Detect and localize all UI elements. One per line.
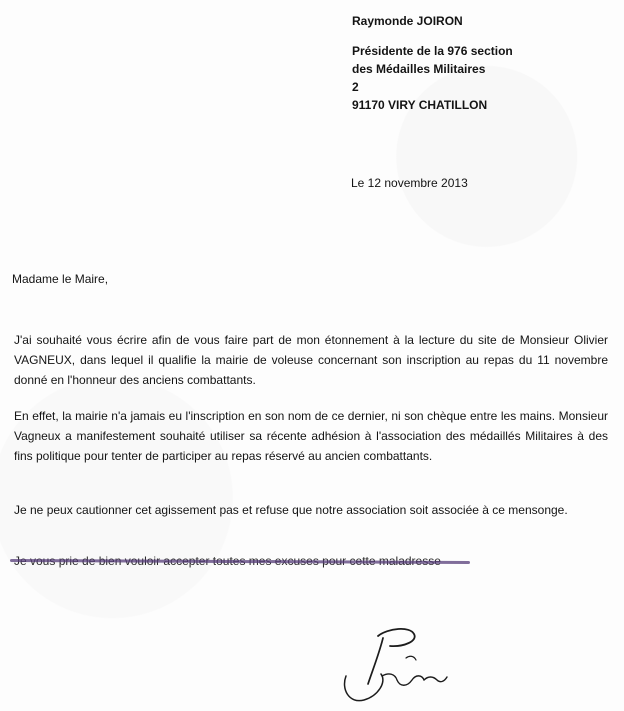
- paragraph-1: J'ai souhaité vous écrire afin de vous faire part de mon étonnement à la lecture du site de Monsieur Olivier VAGNEUX, dans lequel il qualifie la mairie de voleuse concernant son inscription au repas du 11 novembre donné en l'honneur des anciens combattants.: [14, 333, 608, 387]
- sender-name: Raymonde JOIRON: [352, 14, 463, 28]
- paragraph-2: En effet, la mairie n'a jamais eu l'inscription en son nom de ce dernier, ni son chèque entre les mains. Monsieur Vagneux a manifestement souhaité utiliser sa récente adhésion à l'association des médaillés Militaires à des fins politique pour tenter de participer au repas réservé au ancien combattants.: [14, 409, 608, 463]
- letter-date: Le 12 novembre 2013: [351, 176, 468, 190]
- paragraph-3: Je ne peux cautionner cet agissement pas et refuse que notre association soit associée à ce mensonge.: [14, 503, 568, 517]
- sender-block: [352, 12, 602, 114]
- sender-title-line-2: des Médailles Militaires: [352, 62, 486, 76]
- sender-address-line-2: 91170 VIRY CHATILLON: [352, 98, 488, 112]
- sender-title-line-1: Présidente de la 976 section: [352, 44, 513, 58]
- salutation: Madame le Maire,: [12, 272, 109, 286]
- handwritten-signature: [336, 626, 460, 708]
- sender-address-line-1: 2: [352, 80, 359, 94]
